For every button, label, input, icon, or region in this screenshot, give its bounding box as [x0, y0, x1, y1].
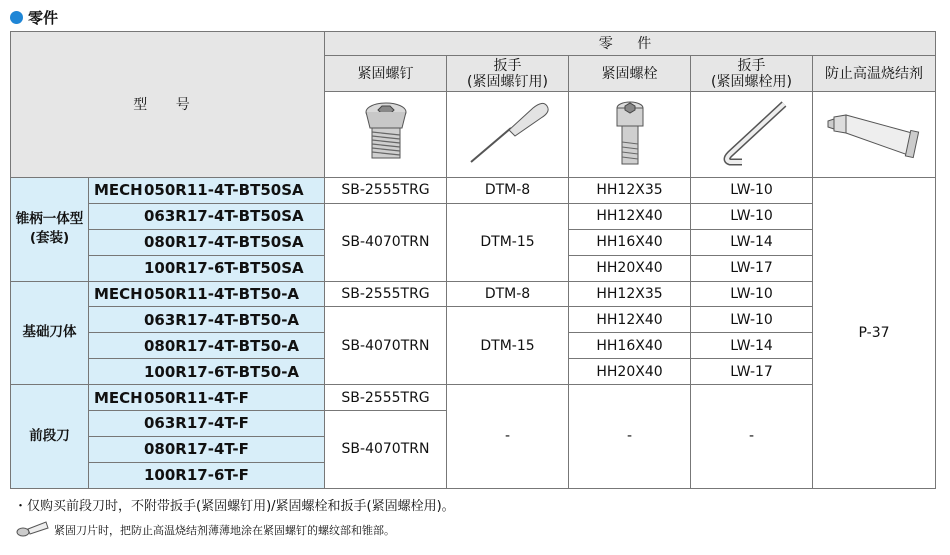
bolt-image-cell — [569, 92, 691, 178]
model-code: 100R17-6T-BT50-A — [144, 362, 300, 381]
section-title-text: 零件 — [28, 8, 59, 27]
bolt-cell: - — [569, 385, 691, 489]
wrench-screw-cell: DTM-8 — [447, 281, 569, 307]
bolt-cell: HH12X35 — [569, 178, 691, 204]
group-label-1 — [11, 178, 89, 282]
model-header-label: 型 号 — [133, 96, 202, 113]
model-cell — [89, 229, 325, 255]
model-header — [11, 32, 325, 178]
col-header-wrench-bolt — [691, 56, 813, 92]
col-header-screw — [325, 56, 447, 92]
parts-table — [10, 31, 936, 489]
model-cell — [89, 255, 325, 281]
model-code: 080R17-4T-BT50-A — [144, 336, 300, 355]
model-cell — [89, 411, 325, 437]
col-header-anti-seize-label: 防止高温烧结剂 — [825, 65, 924, 82]
screwdriver-image-cell — [447, 92, 569, 178]
bolt-icon — [610, 98, 650, 168]
grease-tube-icon — [824, 103, 924, 163]
model-code: 100R17-6T-BT50SA — [144, 259, 304, 278]
screw-cell: SB-2555TRG — [325, 281, 447, 307]
wrench-bolt-cell: LW-10 — [691, 307, 813, 333]
col-header-wrench-bolt-label: 扳手 (紧固螺栓用) — [711, 57, 792, 90]
model-cell — [89, 462, 325, 488]
group-label-3 — [11, 385, 89, 489]
col-header-bolt — [569, 56, 691, 92]
model-cell — [89, 203, 325, 229]
group-label-2-text: 基础刀体 — [22, 324, 77, 341]
screw-image-cell — [325, 92, 447, 178]
section-title — [10, 6, 58, 28]
model-code: 050R11-4T-F — [144, 388, 249, 407]
model-code: 080R17-4T-F — [144, 440, 249, 459]
model-code: 080R17-4T-BT50SA — [144, 233, 304, 252]
model-prefix: MECH — [94, 285, 143, 303]
footnote-2 — [14, 520, 395, 540]
model-code: 063R17-4T-BT50SA — [144, 207, 304, 226]
col-header-anti-seize — [813, 56, 936, 92]
parts-header-label: 零 件 — [598, 35, 662, 52]
model-cell — [89, 333, 325, 359]
screw-icon — [356, 98, 416, 168]
wrench-screw-cell: DTM-15 — [447, 307, 569, 385]
screw-cell: SB-4070TRN — [325, 203, 447, 281]
col-header-bolt-label: 紧固螺栓 — [601, 65, 658, 82]
anti-seize-cell: P-37 — [813, 178, 936, 489]
col-header-wrench-screw-label: 扳手 (紧固螺钉用) — [467, 57, 548, 90]
bolt-cell: HH16X40 — [569, 333, 691, 359]
bolt-cell: HH12X35 — [569, 281, 691, 307]
screwdriver-icon — [463, 98, 553, 168]
col-header-screw-label: 紧固螺钉 — [357, 65, 414, 82]
model-cell — [89, 436, 325, 462]
model-cell — [89, 359, 325, 385]
screw-cell: SB-4070TRN — [325, 411, 447, 489]
wrench-screw-cell: - — [447, 385, 569, 489]
wrench-screw-cell: DTM-15 — [447, 203, 569, 281]
model-cell — [89, 178, 325, 204]
wrench-bolt-cell: LW-10 — [691, 281, 813, 307]
bullet-icon — [10, 11, 23, 24]
footnote-1: ・仅购买前段刀时，不附带扳手(紧固螺钉用)/紧固螺栓和扳手(紧固螺栓用)。 — [14, 499, 455, 514]
bolt-cell: HH20X40 — [569, 255, 691, 281]
model-prefix: MECH — [94, 388, 143, 407]
model-code: 050R11-4T-BT50SA — [144, 181, 304, 200]
footnote-2-text: 紧固刀片时，把防止高温烧结剂薄薄地涂在紧固螺钉的螺纹部和锥部。 — [54, 524, 395, 537]
group-label-1-text: 锥柄一体型 (套装) — [15, 211, 84, 247]
parts-header — [325, 32, 936, 56]
model-code: 050R11-4T-BT50-A — [144, 285, 300, 303]
hex-key-icon — [712, 98, 792, 168]
model-prefix: MECH — [94, 181, 143, 200]
wrench-screw-cell: DTM-8 — [447, 178, 569, 204]
group-label-2 — [11, 281, 89, 385]
model-code: 100R17-6T-F — [144, 466, 249, 485]
bolt-cell: HH12X40 — [569, 307, 691, 333]
bolt-cell: HH16X40 — [569, 229, 691, 255]
wrench-bolt-cell: LW-14 — [691, 333, 813, 359]
screw-cell: SB-2555TRG — [325, 385, 447, 411]
model-cell — [89, 281, 325, 307]
wrench-bolt-cell: LW-10 — [691, 203, 813, 229]
group-label-3-text: 前段刀 — [29, 427, 70, 444]
bolt-cell: HH20X40 — [569, 359, 691, 385]
wrench-bolt-cell: LW-17 — [691, 359, 813, 385]
col-header-wrench-screw — [447, 56, 569, 92]
model-code: 063R17-4T-BT50-A — [144, 310, 300, 329]
wrench-bolt-cell: LW-17 — [691, 255, 813, 281]
bolt-cell: HH12X40 — [569, 203, 691, 229]
wrench-bolt-cell: LW-14 — [691, 229, 813, 255]
wrench-bolt-cell: LW-10 — [691, 178, 813, 204]
wrench-bolt-cell: - — [691, 385, 813, 489]
grease-tube-image-cell — [813, 92, 936, 178]
grease-tube-small-icon — [14, 520, 50, 540]
model-cell — [89, 385, 325, 411]
screw-cell: SB-2555TRG — [325, 178, 447, 204]
model-code: 063R17-4T-F — [144, 414, 249, 433]
model-cell — [89, 307, 325, 333]
screw-cell: SB-4070TRN — [325, 307, 447, 385]
hex-key-image-cell — [691, 92, 813, 178]
